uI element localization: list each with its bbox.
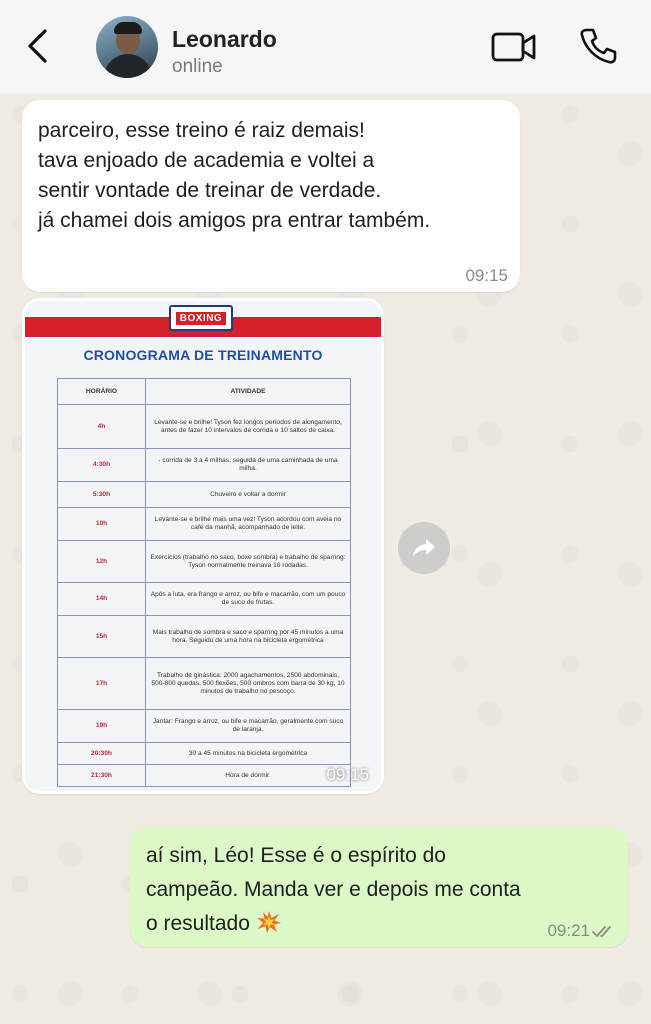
collision-emoji-icon [256, 910, 282, 934]
activity-cell: Levante-se e brilhe! Tyson fez longos períodos de alongamento, antes de fazer 10 intervalos de corrida e 10 saltos de caixa. [146, 405, 351, 449]
message-time: 09:21 [547, 921, 590, 940]
table-row [58, 508, 351, 541]
hour-cell: 5:30h [58, 482, 146, 508]
column-header: HORÁRIO [58, 379, 146, 405]
table-row [58, 449, 351, 482]
hour-cell: 12h [58, 541, 146, 583]
outgoing-message[interactable] [130, 827, 628, 947]
activity-cell: Exercícios (trabalho no saco, boxe sombra) e trabalho de sparring: Tyson normalmente treinava 10 rodadas. [146, 541, 351, 583]
message-text: parceiro, esse treino é raiz demais! tava enjoado de academia e voltei a sentir vontade de treinar de verdade. já chamei dois amigos pra entrar também. [38, 119, 431, 232]
table-row [58, 482, 351, 508]
chat-header [0, 0, 651, 94]
table-row [58, 710, 351, 743]
activity-cell: Jantar: Frango e arroz, ou bife e macarrão, geralmente com suco de laranja. [146, 710, 351, 743]
hour-cell: 10h [58, 508, 146, 541]
video-call-button[interactable] [490, 28, 538, 66]
table-row [58, 743, 351, 765]
training-schedule-image[interactable] [25, 301, 381, 791]
activity-cell: Levante-se e brilhe mais uma vez! Tyson acordou com aveia no café da manhã, acompanhado de leite. [146, 508, 351, 541]
table-row [58, 658, 351, 710]
doc-title: CRONOGRAMA DE TREINAMENTO [83, 347, 323, 363]
activity-cell: Mais trabalho de sombra e saco e sparring por 45 minutos a uma hora. Seguido de uma hora na bicicleta ergométrica [146, 616, 351, 658]
double-check-icon [592, 925, 616, 939]
contact-avatar[interactable] [96, 16, 158, 78]
activity-cell: - corrida de 3 a 4 milhas, seguida de uma caminhada de uma milha. [146, 449, 351, 482]
message-time: 09:15 [465, 266, 508, 285]
hour-cell: 4h [58, 405, 146, 449]
incoming-image-message[interactable] [22, 298, 384, 794]
hour-cell: 19h [58, 710, 146, 743]
column-header: ATIVIDADE [146, 379, 351, 405]
message-text: aí sim, Léo! Esse é o espírito do campeão. Manda ver e depois me conta o resultado [146, 844, 521, 935]
table-row [58, 765, 351, 787]
contact-status: online [172, 56, 223, 77]
message-time: 09:15 [326, 765, 369, 784]
activity-cell: Chuveiro e voltar a dormir [146, 482, 351, 508]
table-row [58, 616, 351, 658]
video-camera-icon [490, 28, 538, 66]
incoming-message[interactable] [22, 100, 520, 292]
forward-icon [411, 537, 437, 559]
hour-cell: 14h [58, 583, 146, 616]
contact-name[interactable]: Leonardo [172, 26, 277, 52]
hour-cell: 4:30h [58, 449, 146, 482]
voice-call-button[interactable] [578, 26, 618, 66]
back-button[interactable] [18, 26, 58, 66]
table-row [58, 405, 351, 449]
back-arrow-icon [25, 28, 51, 64]
schedule-table [57, 378, 351, 787]
table-row [58, 583, 351, 616]
activity-cell: Após a luta, era frango e arroz, ou bife e macarrão, com um pouco de suco de frutas. [146, 583, 351, 616]
table-row [58, 541, 351, 583]
hour-cell: 15h [58, 616, 146, 658]
hour-cell: 20:30h [58, 743, 146, 765]
hour-cell: 21:30h [58, 765, 146, 787]
boxing-logo: BOXING [169, 305, 233, 331]
forward-button[interactable] [398, 522, 450, 574]
hour-cell: 17h [58, 658, 146, 710]
phone-icon [578, 26, 618, 66]
activity-cell: 30 a 45 minutos na bicicleta ergométrica [146, 743, 351, 765]
activity-cell: Trabalho de ginástica: 2000 agachamentos, 2500 abdominais, 500-800 quedas, 500 flexões, 500 ombros com barra de 30 kg, 10 minutos de trabalho no pescoço. [146, 658, 351, 710]
activity-cell: Hora de dormir. [146, 765, 351, 787]
